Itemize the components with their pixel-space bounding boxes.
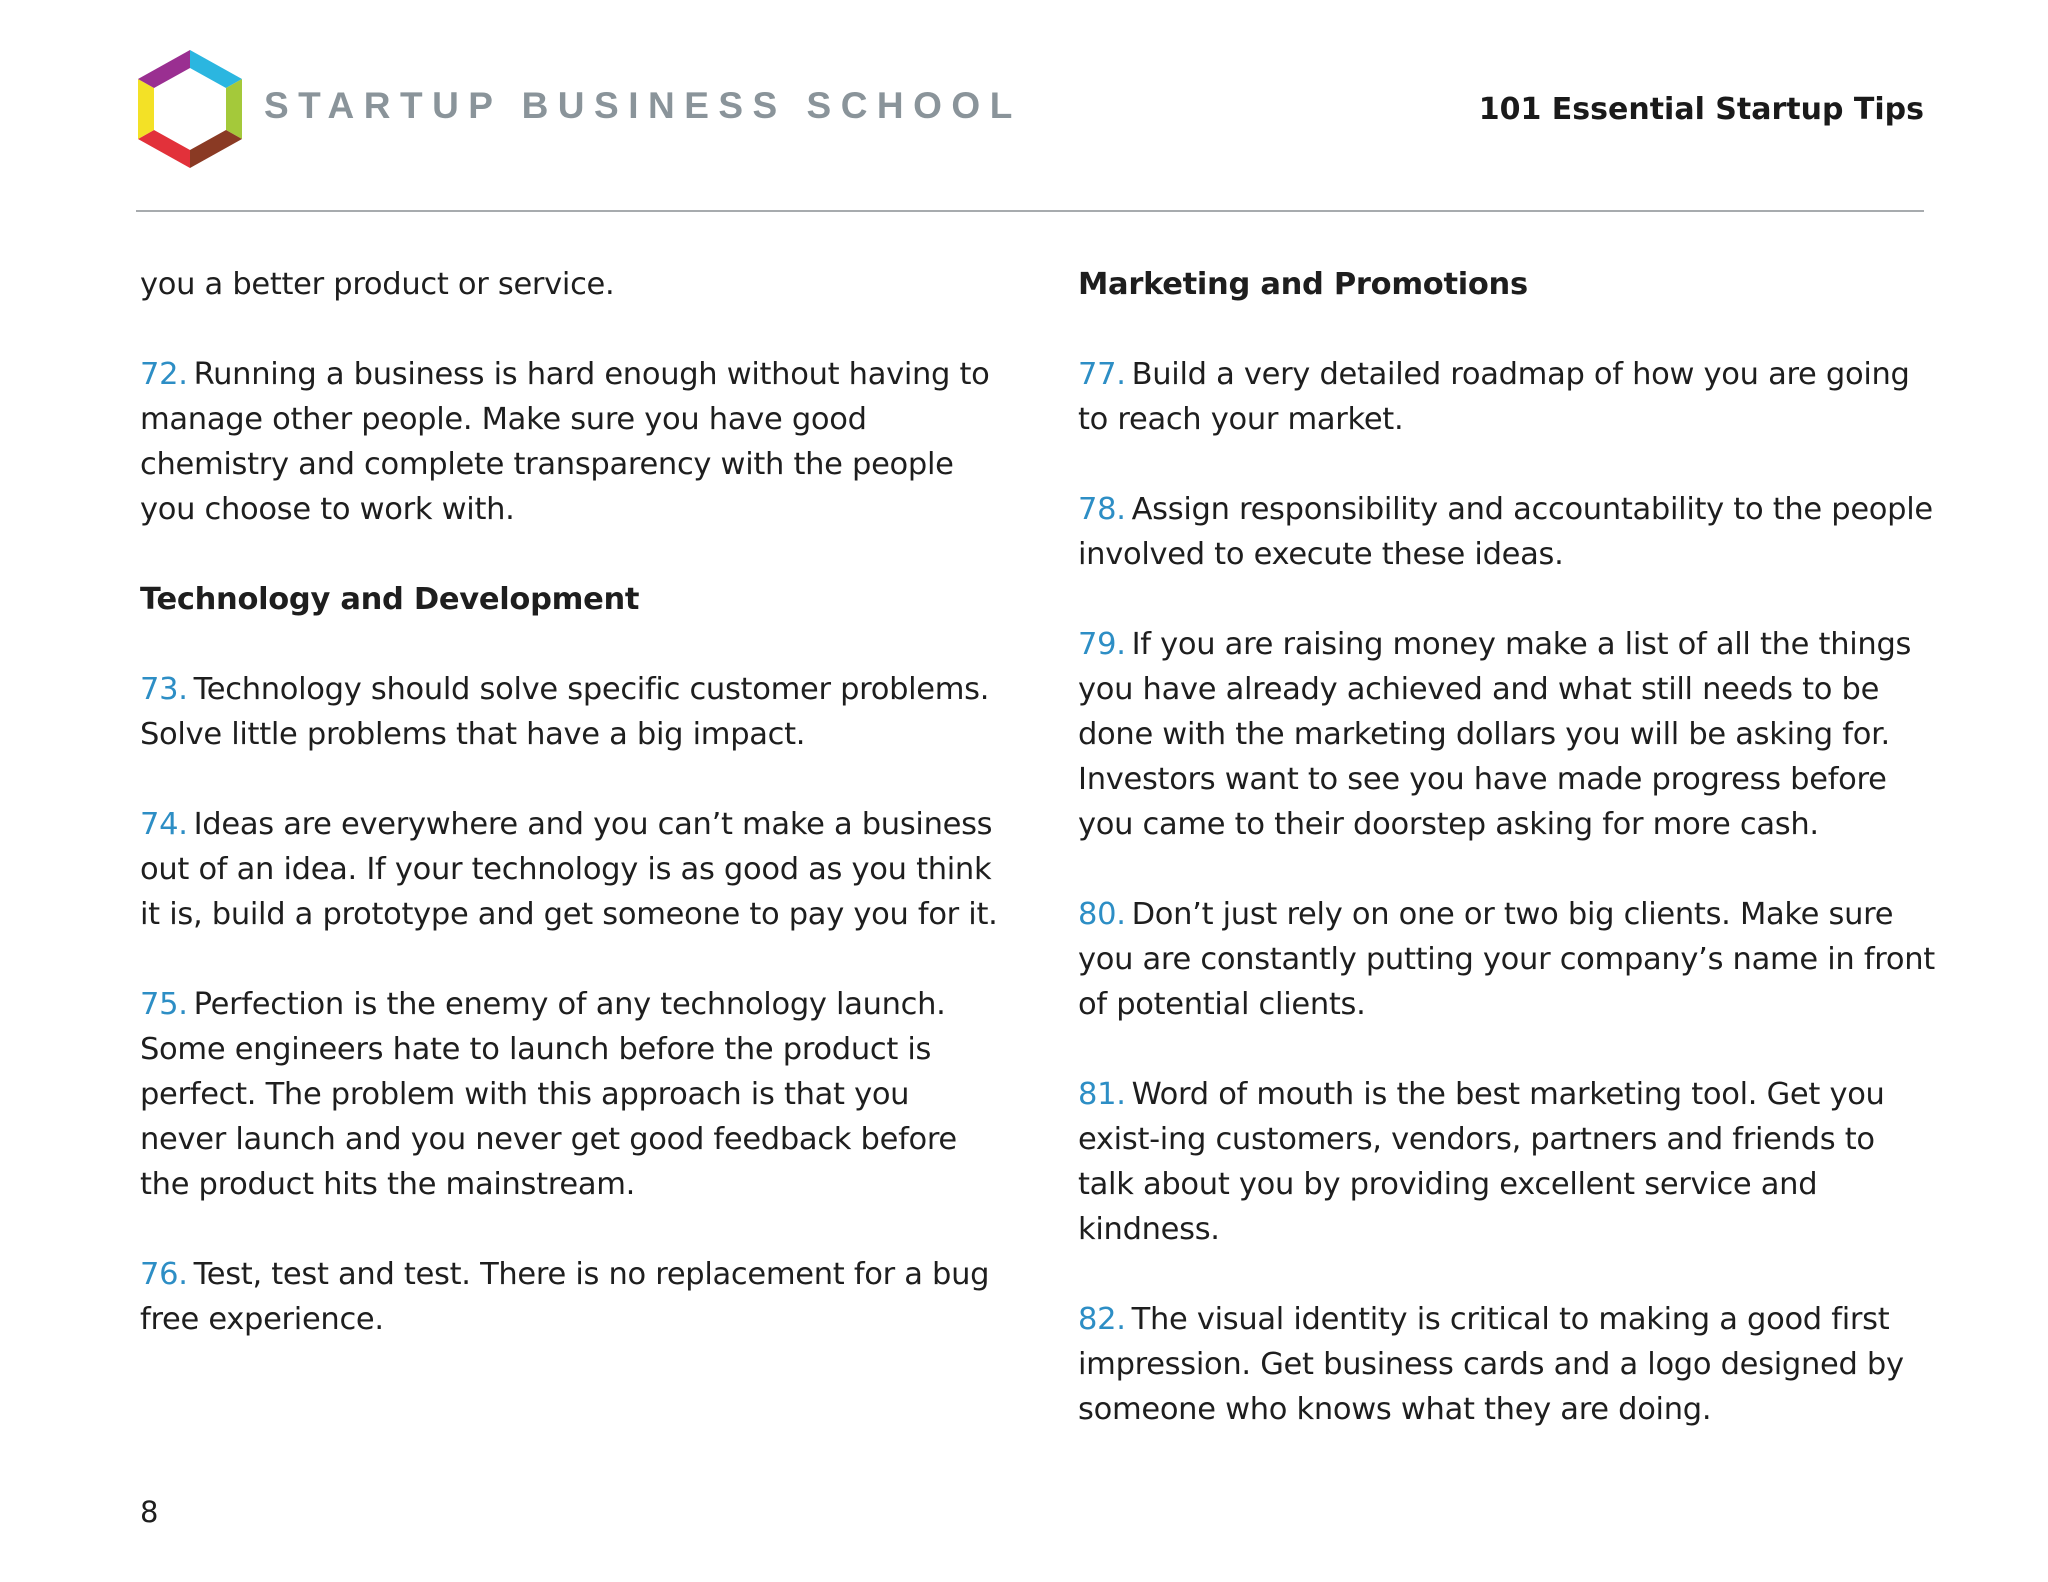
tip-text: Technology should solve specific customer problems. Solve little problems that have a big impact. [140, 672, 990, 752]
tip-73 [140, 667, 1000, 757]
tip-text: Test, test and test. There is no replacement for a bug free experience. [140, 1257, 990, 1337]
tip-number: 74. [140, 807, 188, 842]
section-heading-technology: Technology and Development [140, 582, 640, 617]
brand-name: STARTUP BUSINESS SCHOOL [264, 85, 1022, 126]
tip-74 [140, 802, 1000, 937]
tip-text: Build a very detailed roadmap of how you are going to reach your market. [1078, 357, 1910, 437]
tip-79 [1078, 622, 1938, 847]
tip-text: Perfection is the enemy of any technology launch. Some engineers hate to launch before the product is perfect. The problem with this approach is that you never launch and you never get good feedback before the product hits the mainstream. [140, 987, 957, 1202]
tip-text: Word of mouth is the best marketing tool. Get you exist-ing customers, vendors, partners and friends to talk about you by providing excellent service and kindness. [1078, 1077, 1885, 1247]
tip-number: 81. [1078, 1077, 1126, 1112]
tip-text: Assign responsibility and accountability to the people involved to execute these ideas. [1078, 492, 1933, 572]
page-number: 8 [140, 1495, 159, 1529]
tip-80 [1078, 892, 1938, 1027]
tip-78 [1078, 487, 1938, 577]
left-column [140, 262, 1000, 1387]
continuation-text: you a better product or service. [140, 267, 615, 302]
header-divider [136, 210, 1924, 212]
tip-75 [140, 982, 1000, 1207]
tip-text: Ideas are everywhere and you can’t make a business out of an idea. If your technology is as good as you think it is, build a prototype and get someone to pay you for it. [140, 807, 998, 932]
tip-number: 76. [140, 1257, 188, 1292]
section-heading-marketing: Marketing and Promotions [1078, 267, 1528, 302]
tip-number: 77. [1078, 357, 1126, 392]
tip-number: 72. [140, 357, 188, 392]
tip-number: 78. [1078, 492, 1126, 527]
document-title: 101 Essential Startup Tips [1478, 92, 1924, 127]
tip-text: If you are raising money make a list of all the things you have already achieved and what still needs to be done with the marketing dollars you will be asking for. Investors want to see you have made progress before you came to their doorstep asking for more cash. [1078, 627, 1912, 842]
tip-text: The visual identity is critical to making a good first impression. Get business cards and a logo designed by someone who knows what they are doing. [1078, 1302, 1904, 1427]
page-header [138, 48, 1924, 168]
tip-number: 80. [1078, 897, 1126, 932]
tip-76 [140, 1252, 1000, 1342]
tip-number: 82. [1078, 1302, 1126, 1337]
tip-72 [140, 352, 1000, 532]
tip-81 [1078, 1072, 1938, 1252]
tip-77 [1078, 352, 1938, 442]
right-column [1078, 262, 1938, 1477]
tip-text: Running a business is hard enough without having to manage other people. Make sure you have good chemistry and complete transparency with the people you choose to work with. [140, 357, 990, 527]
tip-number: 79. [1078, 627, 1126, 662]
hexagon-logo-icon [138, 50, 242, 168]
tip-82 [1078, 1297, 1938, 1432]
tip-number: 75. [140, 987, 188, 1022]
tip-number: 73. [140, 672, 188, 707]
tip-text: Don’t just rely on one or two big clients. Make sure you are constantly putting your company’s name in front of potential clients. [1078, 897, 1935, 1022]
